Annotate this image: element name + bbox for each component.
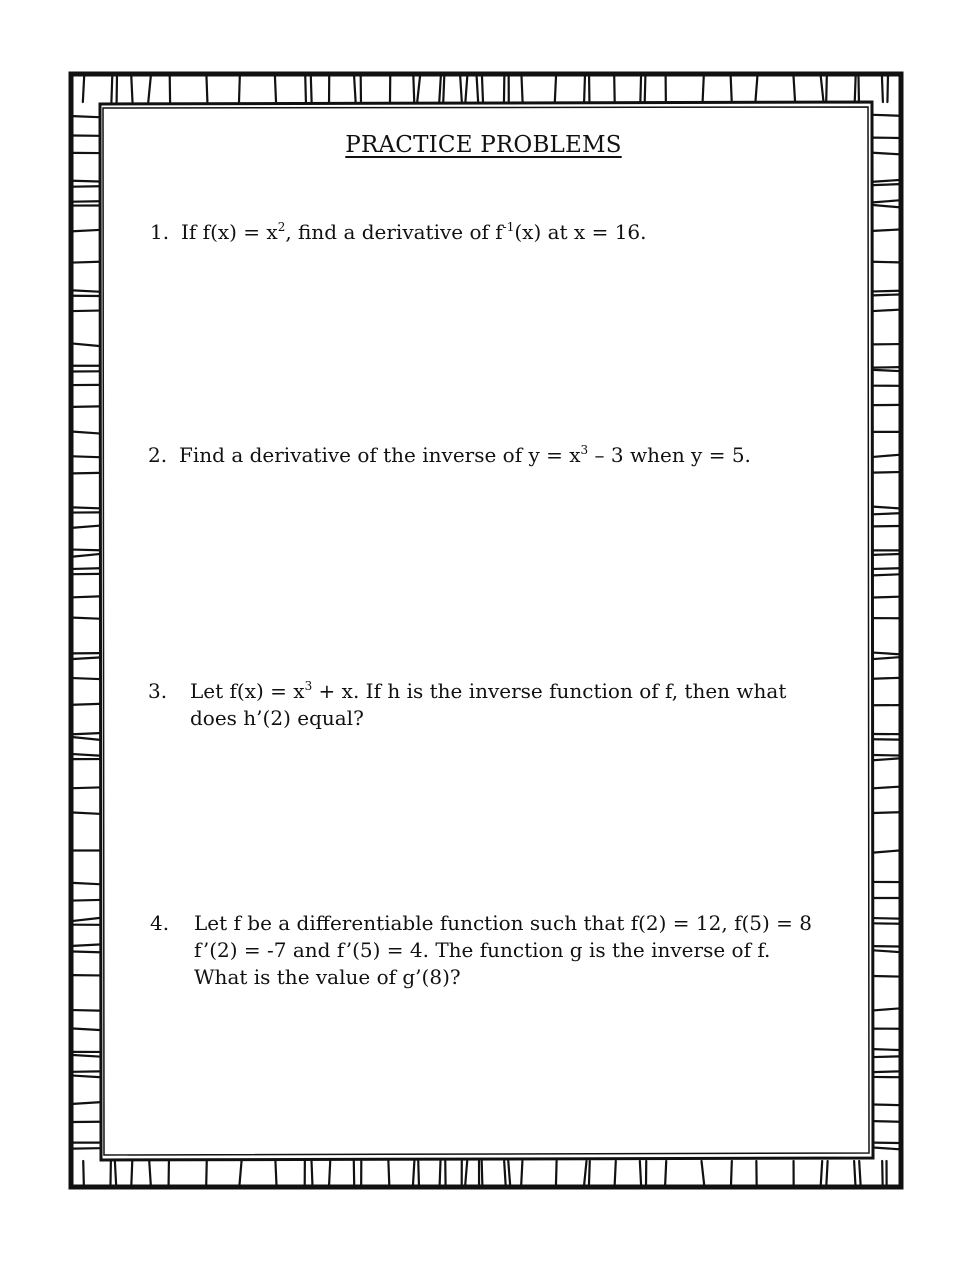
border-tick xyxy=(418,1161,419,1185)
border-tick xyxy=(460,76,462,102)
border-tick xyxy=(73,550,99,551)
border-tick xyxy=(873,294,899,295)
border-tick xyxy=(873,850,899,852)
border-tick xyxy=(305,76,306,102)
border-tick xyxy=(873,758,899,760)
border-tick xyxy=(794,76,796,102)
border-tick xyxy=(73,704,99,705)
border-tick xyxy=(413,76,414,102)
border-tick xyxy=(873,1121,899,1122)
border-tick xyxy=(206,76,207,102)
border-tick xyxy=(826,76,827,102)
border-tick xyxy=(859,1161,860,1185)
problem-text: Let f be a differentiable function such that f(2) = 12, f(5) = 8 f’(2) = -7 and f’(5) = 4. The function g is the inverse of f. What is the value of g’(8)? xyxy=(194,911,813,989)
border-tick xyxy=(615,1161,616,1185)
border-tick xyxy=(465,1161,467,1185)
border-tick xyxy=(73,900,99,901)
border-tick xyxy=(873,678,899,679)
border-tick xyxy=(440,1161,441,1185)
border-tick xyxy=(873,184,899,185)
border-tick xyxy=(826,1161,827,1185)
border-tick xyxy=(873,1049,899,1050)
border-tick xyxy=(703,76,704,102)
border-tick xyxy=(73,568,99,569)
border-tick xyxy=(275,76,276,102)
border-tick xyxy=(873,1071,899,1072)
border-tick xyxy=(73,944,99,945)
border-tick xyxy=(482,1161,483,1185)
border-tick xyxy=(73,618,99,619)
border-tick xyxy=(73,290,99,291)
border-tick xyxy=(329,1161,330,1185)
border-tick xyxy=(73,1010,99,1011)
border-tick xyxy=(589,1161,590,1185)
border-tick xyxy=(755,76,757,102)
border-tick xyxy=(508,1161,510,1185)
border-tick xyxy=(873,513,899,514)
border-tick xyxy=(873,1056,899,1057)
border-tick xyxy=(73,733,99,734)
border-tick xyxy=(83,76,84,102)
border-tick xyxy=(873,455,899,457)
border-tick xyxy=(73,406,99,407)
border-tick xyxy=(73,181,99,182)
problem-number: 4. xyxy=(150,911,170,935)
border-tick xyxy=(873,918,899,919)
border-tick xyxy=(73,754,99,756)
border-tick xyxy=(83,1161,84,1185)
border-tick xyxy=(873,1008,899,1010)
border-tick xyxy=(413,1161,414,1185)
border-tick xyxy=(821,1161,822,1185)
border-tick xyxy=(73,596,99,597)
border-tick xyxy=(873,755,899,756)
border-tick xyxy=(731,76,732,102)
border-tick xyxy=(482,76,483,102)
page-title: PRACTICE PROBLEMS xyxy=(345,132,622,158)
border-tick xyxy=(439,76,441,102)
border-tick xyxy=(239,76,240,102)
border-tick xyxy=(149,1161,151,1185)
border-tick xyxy=(873,554,899,555)
border-tick xyxy=(873,310,899,311)
border-tick xyxy=(665,1161,666,1185)
border-tick xyxy=(873,812,899,813)
border-tick xyxy=(873,262,899,263)
border-tick xyxy=(311,76,312,102)
border-tick xyxy=(477,76,479,102)
border-tick xyxy=(73,526,99,528)
border-tick xyxy=(873,787,899,789)
border-tick xyxy=(73,456,99,457)
border-tick xyxy=(873,657,899,659)
border-tick xyxy=(873,1147,899,1149)
border-tick xyxy=(73,230,99,231)
problem-number: 2. xyxy=(148,443,168,467)
border-tick xyxy=(640,76,641,102)
border-tick xyxy=(873,653,899,655)
border-tick xyxy=(73,1055,99,1057)
problem-text: Let $f(x) = x^3 + x$. If h is the inverse function of f, then what does h’(2) equal? xyxy=(190,679,787,730)
border-tick xyxy=(873,291,899,292)
border-tick xyxy=(73,737,99,740)
border-tick xyxy=(111,76,112,102)
border-tick xyxy=(873,950,899,952)
border-tick xyxy=(73,918,99,921)
border-tick xyxy=(443,76,444,102)
border-tick xyxy=(73,883,99,884)
border-tick xyxy=(731,1161,732,1185)
border-tick xyxy=(873,180,899,182)
border-tick xyxy=(73,554,99,557)
border-tick xyxy=(417,76,420,102)
problem-text: If $f(x) = x^2$, find a derivative of $f^{-1}(x)$ at x = 16. xyxy=(181,220,647,244)
border-tick xyxy=(873,574,899,575)
border-tick xyxy=(73,1102,99,1104)
border-tick xyxy=(73,813,99,814)
border-tick xyxy=(882,76,883,102)
border-tick xyxy=(887,76,888,102)
border-tick xyxy=(873,115,899,116)
border-tick xyxy=(148,76,151,102)
border-tick xyxy=(73,344,99,346)
border-tick xyxy=(73,1076,99,1078)
border-tick xyxy=(873,370,899,371)
border-tick xyxy=(640,1161,641,1185)
border-tick xyxy=(73,951,99,952)
border-tick xyxy=(873,230,899,231)
border-tick xyxy=(504,1161,505,1185)
border-tick xyxy=(73,507,99,508)
border-tick xyxy=(702,1161,705,1185)
border-tick xyxy=(855,76,856,102)
border-tick xyxy=(275,1161,276,1185)
border-tick xyxy=(873,568,899,569)
border-tick xyxy=(854,1161,855,1185)
border-tick xyxy=(73,311,99,312)
border-tick xyxy=(556,1161,557,1185)
border-tick xyxy=(584,76,585,102)
border-tick xyxy=(73,116,99,117)
border-tick xyxy=(131,1161,132,1185)
border-tick xyxy=(73,678,99,679)
border-tick xyxy=(115,1161,116,1185)
border-tick xyxy=(239,1161,241,1185)
border-tick xyxy=(821,76,824,102)
border-tick xyxy=(645,76,646,102)
problem-text: Find a derivative of the inverse of $y = x^3 - 3$ when y = 5. xyxy=(179,443,751,467)
border-tick xyxy=(521,76,522,102)
border-tick xyxy=(873,1104,899,1105)
border-tick xyxy=(873,205,899,207)
border-tick xyxy=(584,1161,586,1185)
border-tick xyxy=(73,1028,99,1030)
border-tick xyxy=(354,76,356,102)
border-tick xyxy=(873,597,899,598)
border-tick xyxy=(873,976,899,977)
border-tick xyxy=(388,1161,389,1185)
border-tick xyxy=(555,76,556,102)
border-tick xyxy=(873,200,899,202)
border-tick xyxy=(131,76,132,102)
problem-number: 3. xyxy=(148,679,168,703)
border-tick xyxy=(873,472,899,473)
border-tick xyxy=(312,1161,313,1185)
border-tick xyxy=(73,432,99,434)
border-tick xyxy=(73,787,99,788)
border-tick xyxy=(73,262,99,263)
border-tick xyxy=(521,1161,522,1185)
border-tick xyxy=(873,507,899,509)
border-tick xyxy=(73,657,99,658)
border-tick xyxy=(465,76,467,102)
problem-number: 1. xyxy=(150,220,170,244)
border-tick xyxy=(206,1161,207,1185)
